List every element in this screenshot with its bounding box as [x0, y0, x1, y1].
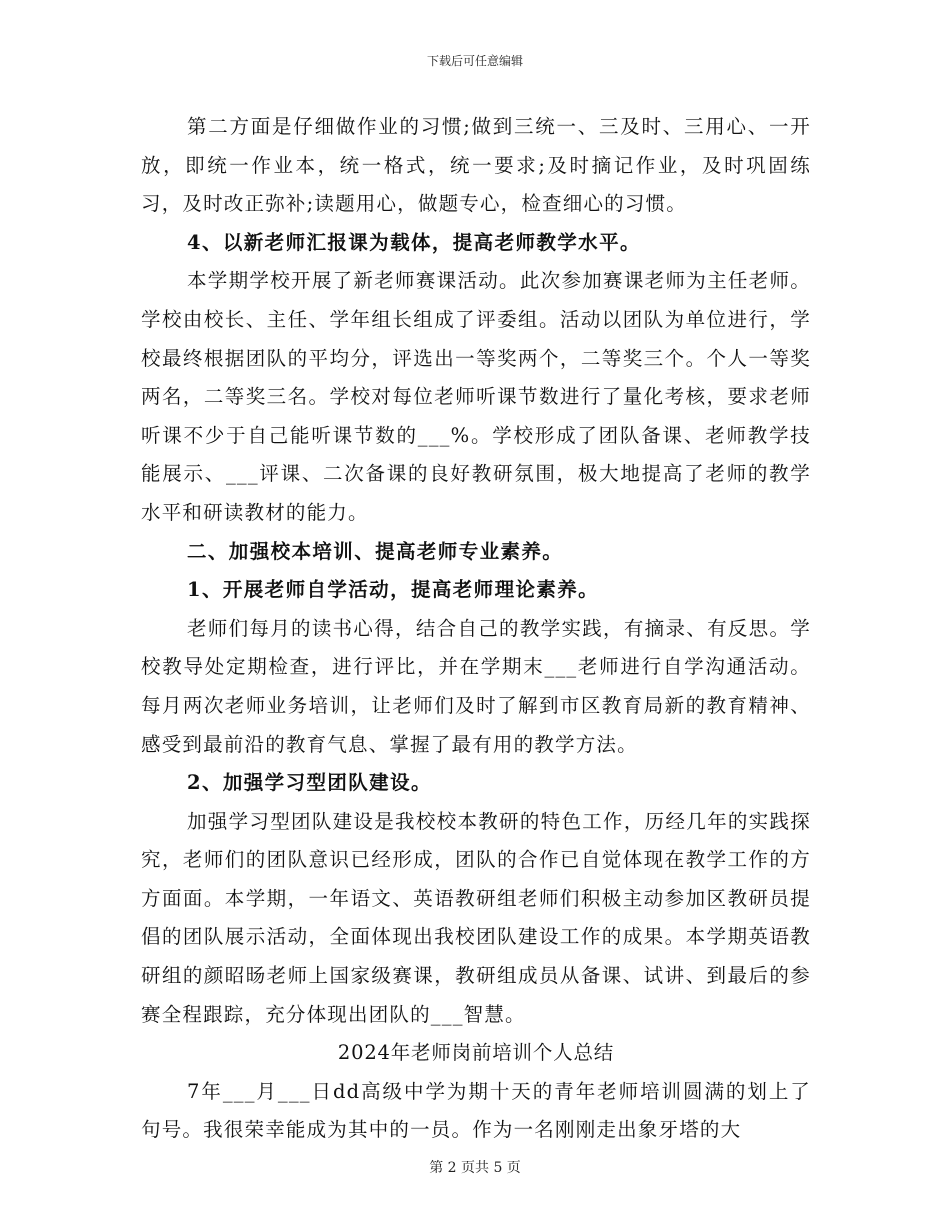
- section-heading-self-study: 1、开展老师自学活动，提高老师理论素养。: [187, 578, 600, 602]
- section-heading-new-teacher-lessons: 4、以新老师汇报课为载体，提高老师教学水平。: [187, 230, 641, 254]
- page-footer: 第 2 页共 5 页: [429, 1160, 521, 1176]
- paragraph-team-building: 加强学习型团队建设是我校校本教研的特色工作，历经几年的实践探究，老师们的团队意识已经形成，团队的合作已自觉体现在教学工作的方方面面。本学期，一年语文、英语教研组老师们积极主动参加区教研员提倡的团队展示活动，全面体现出我校团队建设工作的成果。本学期英语教研组的颜昭旸老师上国家级赛课，教研组成员从备课、试讲、到最后的参赛全程跟踪，充分体现出团队的___智慧。: [141, 809, 811, 1026]
- paragraph-lesson-competition: 本学期学校开展了新老师赛课活动。此次参加赛课老师为主任老师。学校由校长、主任、学年组长组成了评委组。活动以团队为单位进行，学校最终根据团队的平均分，评选出一等奖两个，二等奖三个。个人一等奖两名，二等奖三名。学校对每位老师听课节数进行了量化考核，要求老师听课不少于自己能听课节数的___%。学校形成了团队备课、老师教学技能展示、___评课、二次备课的良好教研氛围，极大地提高了老师的教学水平和研读教材的能力。: [141, 269, 811, 524]
- page-header: 下载后可任意编辑: [426, 54, 523, 68]
- section-heading-school-training: 二、加强校本培训、提高老师专业素养。: [187, 539, 564, 563]
- document-body: [141, 108, 811, 1150]
- paragraph-reading-notes: 老师们每月的读书心得，结合自己的教学实践，有摘录、有反思。学校教导处定期检查，进行评比，并在学期末___老师进行自学沟通活动。每月两次老师业务培训，让老师们及时了解到市区教育局新的教育精神、感受到最前沿的教育气息、掌握了最有用的教学方法。: [141, 616, 811, 756]
- document-title: 2024年老师岗前培训个人总结: [337, 1041, 615, 1065]
- paragraph-training-summary: 7年___月___日dd高级中学为期十天的青年老师培训圆满的划上了句号。我很荣幸能成为其中的一员。作为一名刚刚走出象牙塔的大: [141, 1079, 811, 1142]
- section-heading-learning-team: 2、加强学习型团队建设。: [187, 771, 432, 795]
- paragraph-homework-habits: 第二方面是仔细做作业的习惯;做到三统一、三及时、三用心、一开放，即统一作业本，统一格式，统一要求;及时摘记作业，及时巩固练习，及时改正弥补;读题用心，做题专心，检查细心的习惯。: [141, 115, 811, 216]
